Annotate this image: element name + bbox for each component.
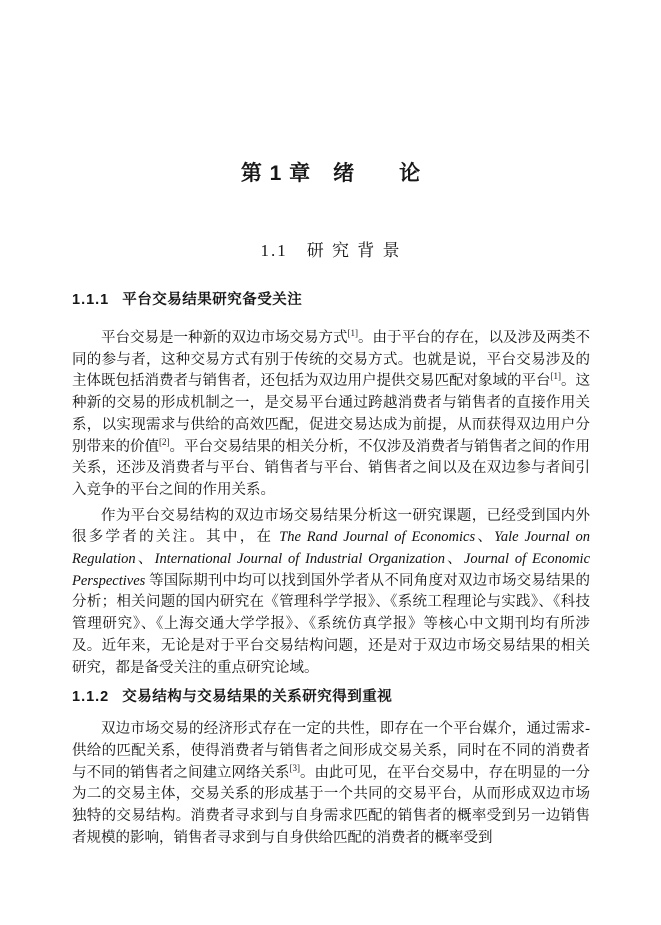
subsection-number: 1.1.1 xyxy=(72,292,110,308)
text-run: 平台交易是一种新的双边市场交易方式 xyxy=(101,330,348,346)
text-run: 。由此可见，在平台交易中，存在明显的一分为二的交易主体，交易关系的形成基于一个共同的交易平台，从而形成双边市场独特的交易结构。消费者寻求到与自身需求匹配的销售者的概率受到另一边销售者规模的影响，销售者寻求到与自身供给匹配的消费者的概率受到 xyxy=(72,764,590,846)
subsection-title-1-1-1 xyxy=(72,292,590,308)
journal-name: Journal of Economic Perspectives xyxy=(72,551,590,589)
paragraph-platform-transaction xyxy=(72,328,590,502)
paragraph-research-attention xyxy=(72,506,590,680)
subsection-title-1-1-2 xyxy=(72,689,590,705)
journal-name: Yale Journal on Regulation xyxy=(72,529,591,568)
text-run: 、 xyxy=(135,551,155,568)
text-run: 双边市场交易的经济形式存在一定的共性，即存在一个平台媒介，通过需求-供给的匹配关系，使得消费者与销售者之间形成交易关系，同时在不同的消费者与不同的销售者之间建立网络关系 xyxy=(72,721,590,781)
subsection-label: 平台交易结果研究备受关注 xyxy=(122,292,303,308)
citation-ref: [1] xyxy=(550,371,561,382)
citation-ref: [2] xyxy=(159,436,170,447)
citation-ref: [3] xyxy=(289,762,300,773)
subsection-label: 交易结构与交易结果的关系研究得到重视 xyxy=(122,689,393,706)
subsection-number: 1.1.2 xyxy=(72,689,110,706)
journal-name: The Rand Journal of Economics xyxy=(279,529,476,546)
text-run: 。由于平台的存在，以及涉及两类不同的参与者，这种交易方式有别于传统的交易方式。也就是说，平台交易涉及的主体既包括消费者与销售者，还包括为双边用户提供交易匹配对象域的平台 xyxy=(72,330,590,390)
journal-name: International Journal of Industrial Organization xyxy=(154,551,445,568)
citation-ref: [1] xyxy=(347,328,358,339)
text-run: 、 xyxy=(444,551,464,568)
text-run: 。平台交易结果的相关分析，不仅涉及消费者与销售者之间的作用关系，还涉及消费者与平台、销售者与平台、销售者之间以及在双边参与者间引入竞争的平台之间的作用关系。 xyxy=(72,438,590,498)
chapter-title: 第 1 章 绪 论 xyxy=(240,162,422,185)
text-run: 、 xyxy=(475,529,495,546)
text-run: 等国际期刊中均可以找到国外学者从不同角度对双边市场交易结果的分析；相关问题的国内研究在《管理科学学报》、《系统工程理论与实践》、《科技管理研究》、《上海交通大学学报》、《系统仿真学报》等核心中文期刊均有所涉及。近年来，无论是对于平台交易结构问题，还是对于双边市场交易结果的相关研究，都是备受关注的重点研究论域。 xyxy=(72,572,590,676)
section-title: 1.1 研 究 背 景 xyxy=(260,241,402,260)
text-run: 作为平台交易结构的双边市场交易结果分析这一研究课题，已经受到国内外很多学者的关注。其中，在 xyxy=(72,507,590,546)
text-run: 。这种新的交易的形成机制之一，是交易平台通过跨越消费者与销售者的直接作用关系，以实现需求与供给的高效匹配，促进交易达成为前提，从而获得双边用户分别带来的价值 xyxy=(72,373,590,455)
paragraph-transaction-structure xyxy=(72,719,590,849)
